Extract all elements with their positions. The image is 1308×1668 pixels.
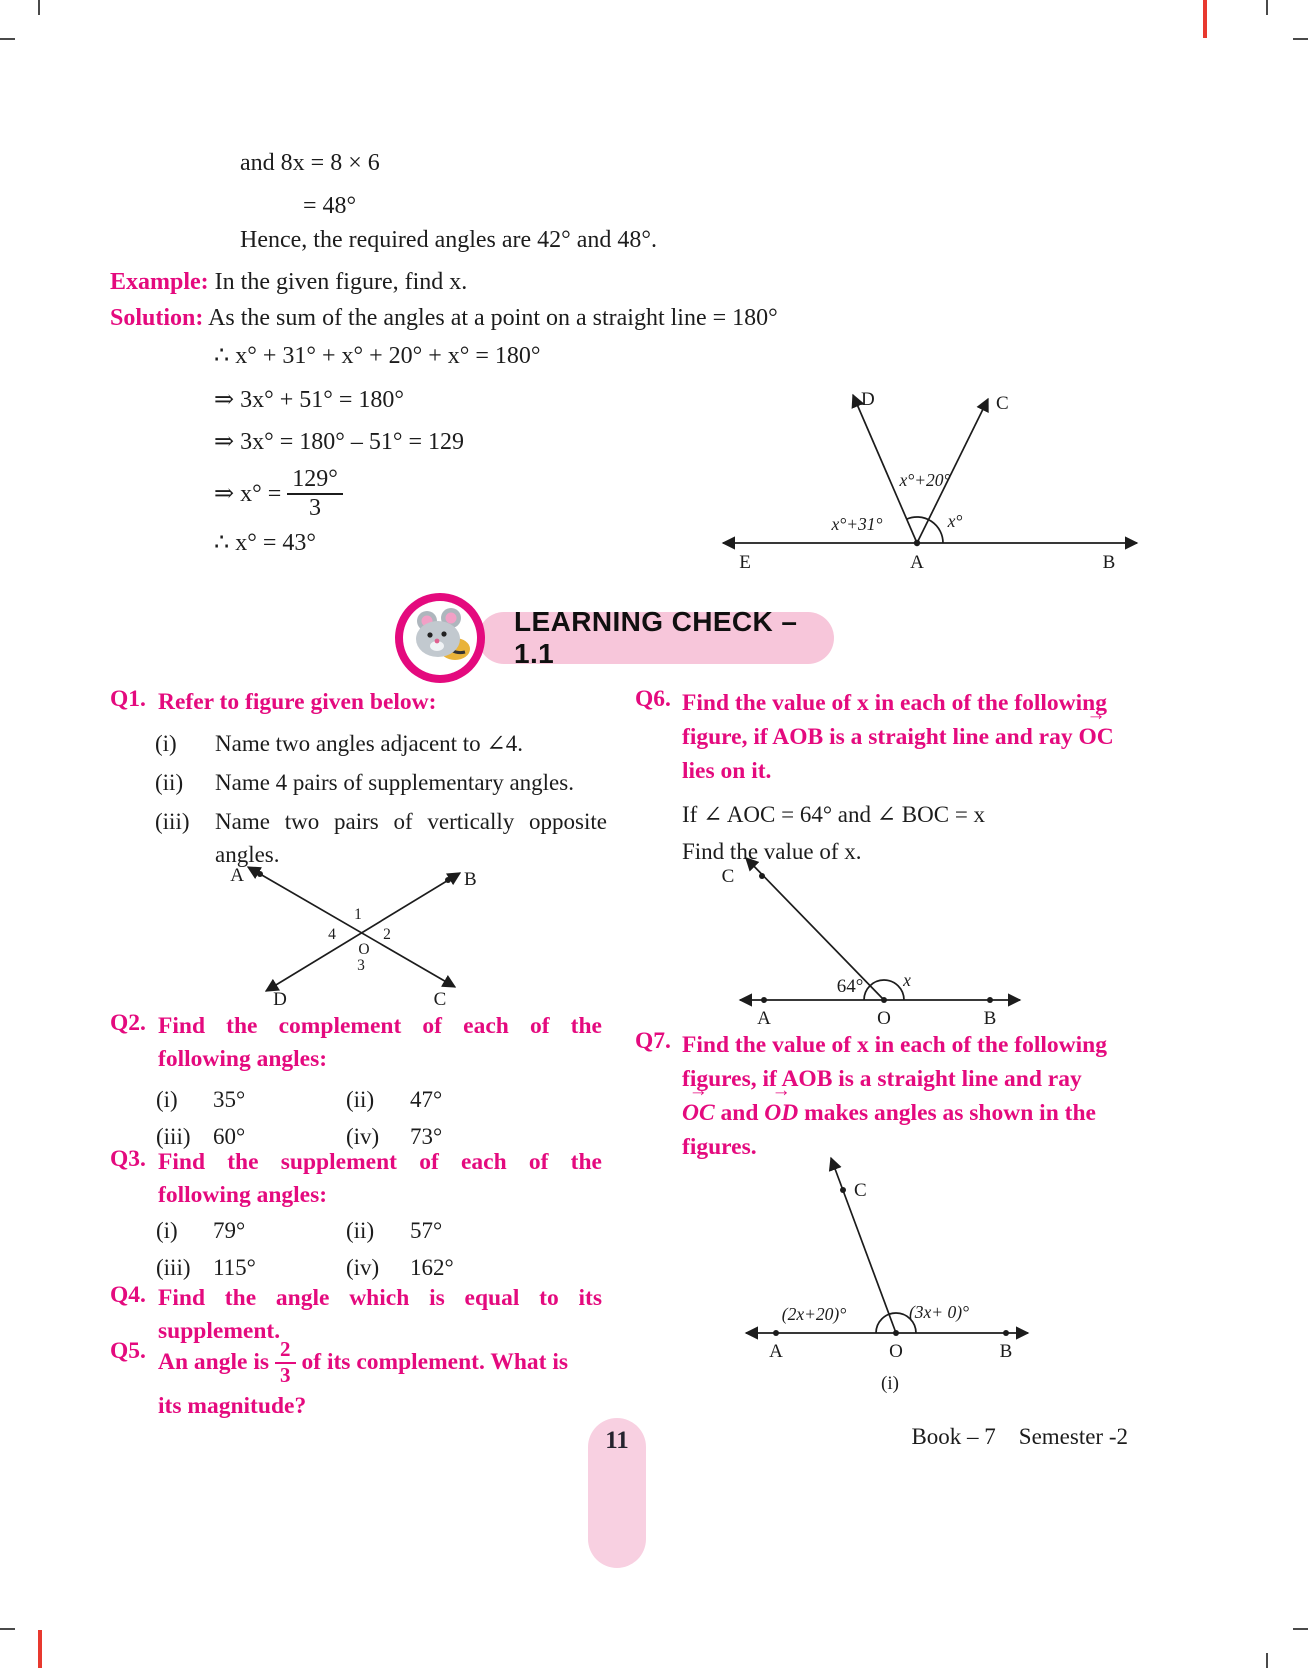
q2-opt-iv-number: (iv) (346, 1123, 380, 1149)
fraction-denominator: 3 (280, 1362, 291, 1387)
solution-label: Solution: (110, 305, 204, 331)
point-A-dot (914, 540, 920, 546)
fraction-numerator: 129° (287, 466, 343, 495)
question-q3 (110, 1146, 602, 1281)
label-A: A (910, 552, 924, 573)
figure-straight-line-example (705, 383, 1155, 583)
q2-number: Q2. (110, 1010, 146, 1036)
label-E: E (739, 552, 751, 573)
q3-opt-i-number: (i) (156, 1217, 178, 1243)
angle-64: 64° (836, 976, 864, 997)
q5-line-2: its magnitude? (158, 1393, 307, 1420)
q2-opt-ii-value: 47° (410, 1086, 443, 1112)
point-A-dot (761, 997, 767, 1003)
fraction-numerator: 2 (275, 1338, 296, 1364)
solution-line (110, 305, 778, 332)
q1-item-ii (155, 767, 607, 799)
q3-number: Q3. (110, 1146, 146, 1172)
q6-heading-line-2 (682, 720, 1140, 754)
point-A-dot (773, 1330, 779, 1336)
crop-mark-top-right-h (1293, 38, 1308, 40)
label-B: B (983, 1008, 997, 1029)
q2-opt-i-value: 35° (213, 1086, 246, 1112)
q6-heading-line-2-text: figure, if AOB is a straight line and ray (682, 724, 1079, 751)
point-B-dot (1003, 1330, 1009, 1336)
label-B: B (999, 1341, 1013, 1362)
q1-number: Q1. (110, 686, 146, 712)
q7-heading-line-4: figures. (682, 1134, 757, 1161)
mascot-icon (393, 591, 487, 685)
book-footer: Book – 7 Semester -2 (911, 1424, 1128, 1449)
ray-OC: OC → (682, 1096, 715, 1130)
label-C: C (854, 1180, 867, 1201)
q3-opt-iv-value: 162° (410, 1254, 454, 1280)
angle-left-label: (2x+20)° (781, 1304, 847, 1324)
question-q5 (110, 1338, 602, 1423)
solution-step-5: ∴ x° = 43° (214, 530, 316, 556)
q3-options-row-2 (110, 1255, 602, 1281)
point-B-dot (445, 877, 451, 883)
label-D: D (861, 389, 875, 410)
label-C: C (996, 393, 1009, 414)
point-O-dot (881, 997, 887, 1003)
label-A: A (769, 1341, 783, 1362)
q5-line-1 (158, 1338, 602, 1387)
figure-crossing-lines (218, 855, 488, 1010)
q3-heading: Find the supplement of each of the following angles: (158, 1149, 602, 1208)
angle-4: 4 (328, 926, 336, 943)
banner-title: LEARNING CHECK – 1.1 (514, 606, 798, 669)
angle-2: 2 (383, 926, 391, 943)
q2-heading: Find the complement of each of the following angles: (158, 1013, 602, 1072)
q1-item-i-text: Name two angles adjacent to ∠4. (215, 731, 523, 756)
q1-item-i-number: (i) (155, 731, 177, 756)
line-AC (248, 867, 455, 987)
q1-item-iii-number: (iii) (155, 809, 190, 835)
learning-check-banner (478, 606, 834, 669)
crop-mark-red-top (1203, 0, 1207, 38)
point-C-dot (759, 873, 765, 879)
question-q1 (110, 686, 602, 719)
step-4-prefix: ⇒ x° = (214, 481, 282, 508)
crop-mark-bottom-right-h (1293, 1628, 1308, 1630)
solution-step-3: ⇒ 3x° = 180° – 51° = 129 (214, 429, 464, 455)
angle-1: 1 (354, 906, 362, 923)
q3-opt-ii-number: (ii) (346, 1217, 375, 1243)
q3-opt-ii-value: 57° (410, 1217, 443, 1243)
point-A-dot (257, 871, 263, 877)
fraction-denominator: 3 (309, 494, 322, 521)
fraction-2-3 (275, 1338, 296, 1387)
page-number-pill (588, 1418, 646, 1568)
q2-opt-ii-number: (ii) (346, 1086, 375, 1112)
crop-mark-bottom-right-v (1266, 1653, 1268, 1668)
figure-q7-i (698, 1148, 1058, 1400)
q7-heading-line-3 (682, 1096, 1140, 1130)
q1-item-i (155, 728, 607, 760)
point-O-dot (893, 1330, 899, 1336)
worked-line-2: = 48° (303, 193, 357, 219)
q7-heading-line-1: Find the value of x in each of the following (682, 1032, 1107, 1058)
q1-heading: Refer to figure given below: (158, 689, 437, 715)
q6-task: Find the value of x. (682, 839, 862, 865)
q6-heading (682, 686, 1140, 788)
q2-opt-i-number: (i) (156, 1086, 178, 1112)
q2-options-row-1 (110, 1087, 602, 1113)
crop-mark-top-right-v (1266, 0, 1268, 15)
solution-step-4 (214, 466, 349, 522)
solution-step-1: ∴ x° + 31° + x° + 20° + x° = 180° (214, 343, 541, 369)
label-B: B (464, 869, 477, 890)
label-O: O (889, 1341, 903, 1362)
q5-number: Q5. (110, 1338, 146, 1364)
q1-item-iii-text: Name two pairs of vertically opposite angles. (215, 809, 607, 867)
fraction-129-3 (287, 466, 343, 522)
q3-opt-iii-number: (iii) (156, 1254, 191, 1280)
q1-item-ii-text: Name 4 pairs of supplementary angles. (215, 770, 574, 796)
q6-number: Q6. (635, 686, 671, 712)
crop-mark-top-left-v (38, 0, 40, 15)
angle-label-right: x° (947, 511, 963, 531)
solution-step-2: ⇒ 3x° + 51° = 180° (214, 387, 404, 413)
q6-heading-line-1: Find the value of x in each of the following (682, 690, 1107, 716)
q7-heading-line-2: figures, if AOB is a straight line and ray (682, 1066, 1082, 1093)
ray-OC: OC → (1078, 720, 1113, 754)
label-A: A (757, 1008, 771, 1029)
worked-line-3: Hence, the required angles are 42° and 48°. (240, 227, 658, 253)
crop-mark-red-bottom (38, 1630, 42, 1668)
ray-OD: OD → (764, 1096, 798, 1130)
label-O: O (358, 941, 370, 958)
q5-text-post: of its complement. What is (301, 1349, 569, 1376)
label-D: D (273, 989, 287, 1010)
angle-label-top: x°+20° (899, 470, 951, 490)
point-B-dot (987, 997, 993, 1003)
figure-q6-ray-oc (698, 852, 1038, 1030)
angle-label-left: x°+31° (831, 514, 883, 534)
label-A: A (230, 865, 244, 886)
question-q2 (110, 1010, 602, 1150)
q2-opt-iii-number: (iii) (156, 1123, 191, 1149)
q3-opt-iii-value: 115° (213, 1254, 256, 1280)
question-q6 (635, 686, 1140, 865)
q1-item-ii-number: (ii) (155, 770, 184, 796)
q5-text-pre: An angle is (158, 1349, 269, 1376)
q6-condition: If ∠ AOC = 64° and ∠ BOC = x (682, 802, 986, 828)
angle-right-label: (3x+ 0)° (908, 1302, 970, 1322)
example-label: Example: (110, 269, 209, 295)
q3-options-row-1 (110, 1218, 602, 1244)
q2-opt-iv-value: 73° (410, 1123, 443, 1149)
angle-x: x (903, 970, 911, 990)
page-number: 11 (605, 1427, 629, 1454)
label-B: B (1102, 552, 1116, 573)
crop-mark-bottom-left-h (0, 1628, 15, 1630)
q3-opt-iv-number: (iv) (346, 1254, 380, 1280)
example-text: In the given figure, find x. (214, 269, 468, 295)
label-C: C (433, 989, 447, 1010)
point-C-dot (840, 1187, 846, 1193)
figure-caption-i: (i) (881, 1373, 899, 1394)
q4-heading: Find the angle which is equal to its supplement. (158, 1285, 602, 1344)
label-O: O (877, 1008, 891, 1029)
angle-3: 3 (357, 957, 365, 974)
q3-opt-i-value: 79° (213, 1217, 246, 1243)
q6-heading-line-3: lies on it. (682, 758, 772, 785)
worked-line-1: and 8x = 8 × 6 (240, 150, 380, 176)
q7-number: Q7. (635, 1028, 671, 1054)
q7-mid-text: and (714, 1100, 765, 1127)
q2-opt-iii-value: 60° (213, 1123, 246, 1149)
label-C: C (721, 866, 735, 887)
q7-heading (682, 1028, 1140, 1164)
q4-number: Q4. (110, 1282, 146, 1308)
solution-text: As the sum of the angles at a point on a straight line = 180° (208, 305, 778, 331)
question-q7 (635, 1028, 1140, 1164)
q7-line-3-text: makes angles as shown in the (798, 1100, 1096, 1127)
crop-mark-top-left-h (0, 38, 15, 40)
example-line (110, 269, 467, 296)
